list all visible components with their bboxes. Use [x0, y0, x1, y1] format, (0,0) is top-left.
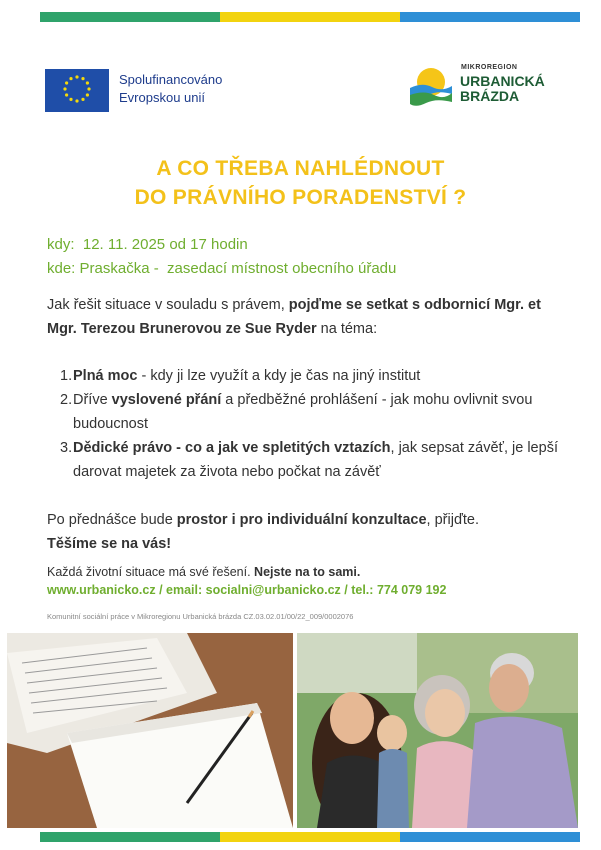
outro-text-end: , přijďte.: [426, 512, 479, 528]
date-value: 12. 11. 2025 od 17 hodin: [82, 236, 248, 253]
event-date: [47, 236, 248, 253]
outro-text: Po přednášce bude: [47, 512, 177, 528]
logo-line-2: BRÁZDA: [460, 88, 520, 104]
date-label: kdy:: [47, 236, 75, 253]
intro-text: Jak řešit situace v souladu s právem,: [47, 297, 289, 313]
outro-bold: prostor i pro individuální konzultace: [176, 512, 427, 528]
closing-bold: Nejste na to sami.: [254, 565, 361, 579]
list-number: 2.: [60, 392, 73, 408]
book-notebook-photo: [7, 633, 293, 828]
intro-speaker: pojďme se setkat s odbornicí Mgr. et Mgr. Terezou Brunerovou ze Sue Ryder: [47, 297, 541, 337]
topic-text-start: Dříve: [73, 392, 112, 408]
logo-small-text: MIKROREGION: [461, 64, 518, 71]
closing-text: Každá životní situace má své řešení.: [47, 565, 255, 579]
email-label: email:: [166, 583, 203, 597]
page-title-line-1: A CO TŘEBA NAHLÉDNOUT: [156, 157, 445, 180]
project-footnote: Komunitní sociální práce v Mikroregionu Urbanická brázda CZ.03.02.01/00/22_009/0002076: [47, 612, 354, 621]
logo-line-1: URBANICKÁ: [460, 73, 545, 89]
list-item: [60, 436, 560, 484]
outro-greeting: Těšíme se na vás!: [47, 536, 172, 552]
eu-line-1: Spolufinancováno: [119, 72, 223, 87]
eu-cofinanced-text: [119, 71, 222, 107]
list-number: 1.: [60, 368, 73, 384]
outro-paragraph: [47, 508, 567, 556]
topic-title: vyslovené přání: [111, 392, 222, 408]
eu-flag-icon: [45, 69, 109, 112]
topics-list: [60, 364, 560, 484]
list-number: 3.: [60, 440, 73, 456]
intro-text-end: na téma:: [316, 321, 378, 337]
mikroregion-logo-icon: [408, 62, 454, 108]
phone-number[interactable]: 774 079 192: [376, 583, 447, 597]
topic-text: , jak sepsat závěť, je lepší darovat majetek za života nebo počkat na závěť: [73, 440, 558, 480]
topic-text: - kdy ji lze využít a kdy je čas na jiný institut: [137, 368, 421, 384]
logo-name: [460, 74, 545, 104]
list-item: [60, 388, 560, 436]
bottom-color-stripe: [40, 832, 580, 842]
website-link[interactable]: www.urbanicko.cz: [47, 583, 156, 597]
topic-text: a předběžné prohlášení - jak mohu ovlivnit svou budoucnost: [73, 392, 533, 432]
email-link[interactable]: socialni@urbanicko.cz: [205, 583, 341, 597]
intro-paragraph: [47, 293, 567, 341]
eu-line-2: Evropskou unií: [119, 90, 205, 105]
list-item: [60, 364, 560, 388]
top-color-stripe: [40, 12, 580, 22]
page-title-line-2: DO PRÁVNÍHO PORADENSTVÍ ?: [134, 186, 467, 209]
phone-label: tel.:: [351, 583, 374, 597]
closing-line: [47, 563, 360, 581]
place-label: kde:: [47, 260, 76, 277]
topic-title: Plná moc: [73, 368, 138, 384]
topic-title: Dědické právo - co a jak ve spletitých vztazích: [73, 440, 391, 456]
place-value: Praskačka - zasedací místnost obecního úřadu: [79, 260, 397, 277]
family-photo: [297, 633, 578, 828]
contact-line: www.urbanicko.cz / email: socialni@urbanicko.cz / tel.: 774 079 192: [47, 583, 447, 597]
event-place: [47, 260, 396, 277]
